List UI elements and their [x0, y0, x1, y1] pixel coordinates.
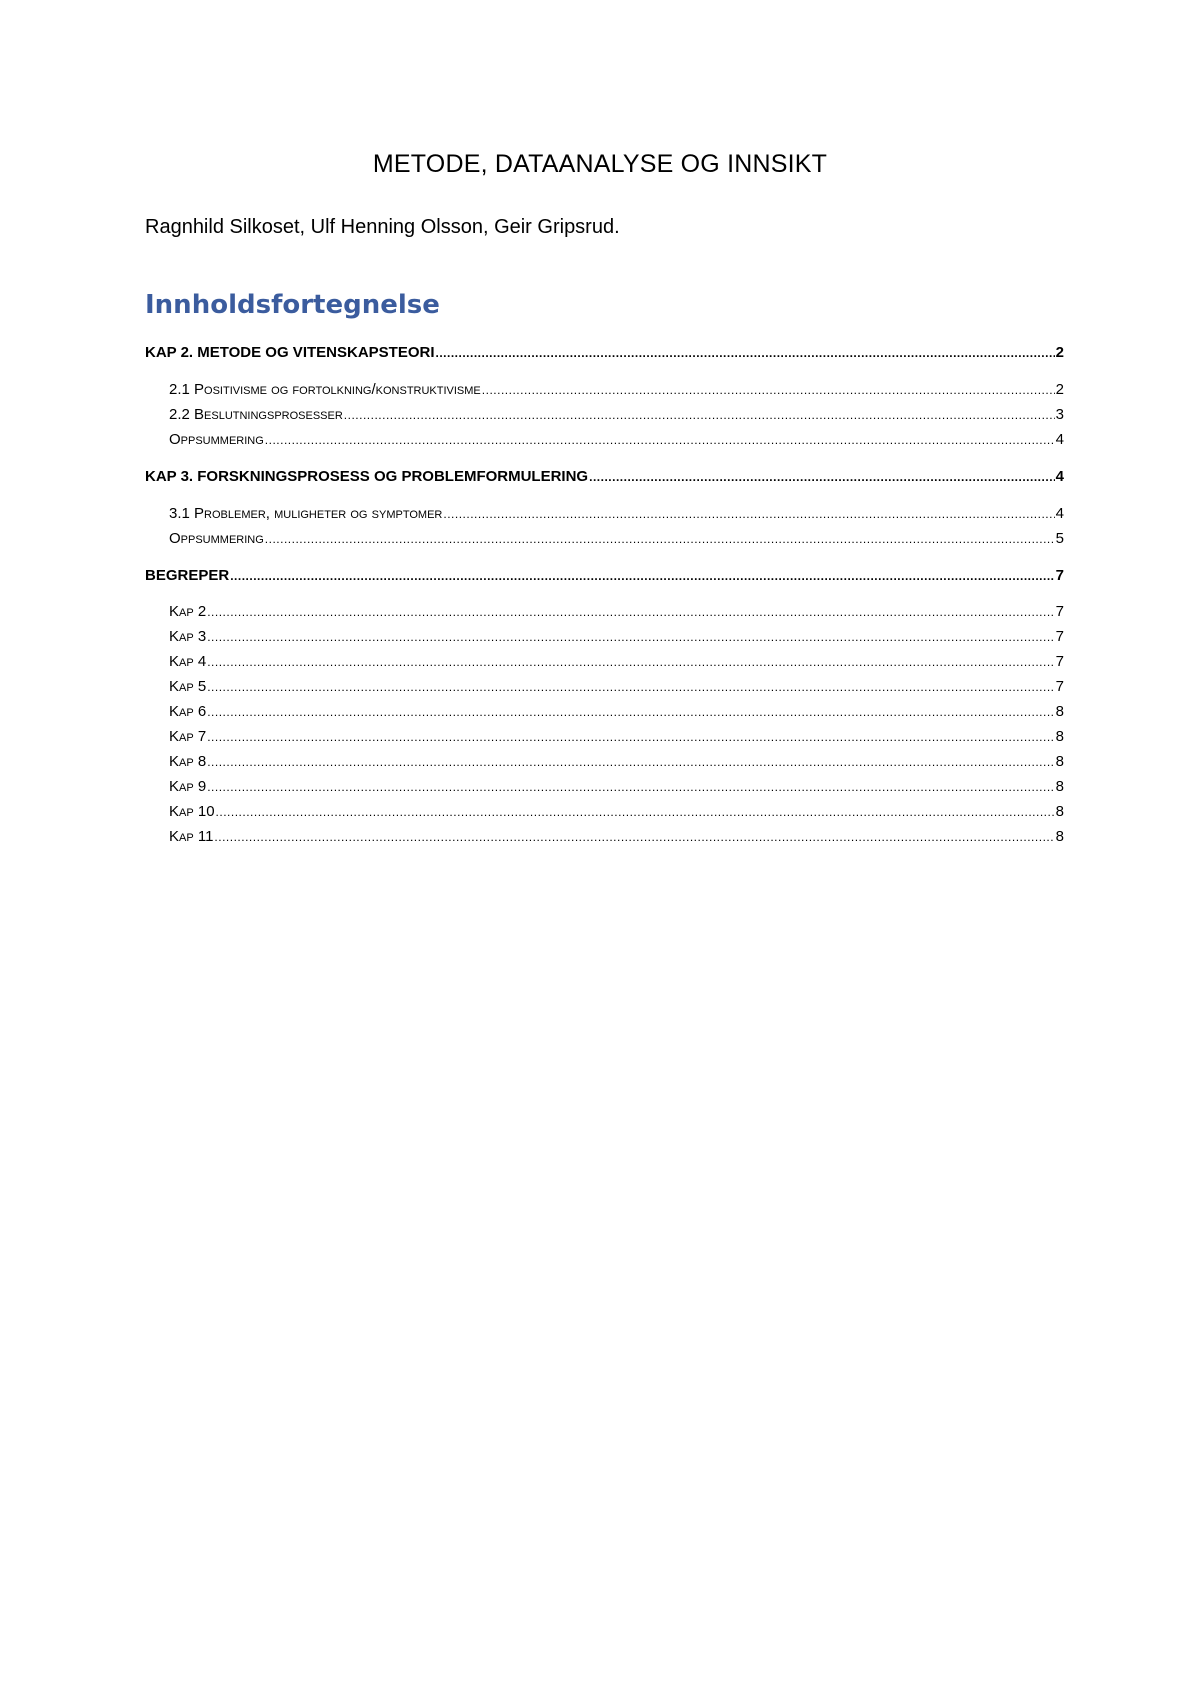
toc-page-number: 8	[1055, 753, 1064, 770]
toc-entry-2-1[interactable]	[169, 381, 1064, 403]
toc-page-number: 5	[1055, 530, 1064, 547]
toc-page-number: 8	[1055, 728, 1064, 745]
toc-entry-label: Oppsummering	[169, 530, 264, 547]
toc-entry-oppsummering-kap3[interactable]	[169, 530, 1064, 552]
toc-page-number: 2	[1055, 381, 1064, 398]
toc-entry-label: Kap 6	[169, 703, 207, 720]
toc-entry-begreper-kap7[interactable]	[169, 728, 1064, 750]
toc-entry-3-1[interactable]	[169, 505, 1064, 527]
toc-entry-label: KAP 3. FORSKNINGSPROSESS OG PROBLEMFORMULERING	[145, 468, 589, 485]
toc-entry-begreper-kap10[interactable]	[169, 803, 1064, 825]
toc-entry-label: BEGREPER	[145, 567, 230, 584]
author-line: Ragnhild Silkoset, Ulf Henning Olsson, Geir Gripsrud.	[145, 216, 620, 238]
toc-page-number: 7	[1055, 678, 1064, 695]
toc-entry-label: Kap 9	[169, 778, 207, 795]
toc-entry-begreper-kap11[interactable]	[169, 828, 1064, 850]
toc-entry-label: KAP 2. METODE OG VITENSKAPSTEORI	[145, 344, 435, 361]
toc-dot-leader	[207, 630, 1054, 644]
toc-entry-2-2[interactable]	[169, 406, 1064, 428]
toc-entry-begreper-kap9[interactable]	[169, 778, 1064, 800]
toc-entry-label: Kap 5	[169, 678, 207, 695]
toc-dot-leader	[207, 780, 1054, 794]
toc-dot-leader	[230, 569, 1054, 583]
toc-entry-begreper-kap4[interactable]	[169, 653, 1064, 675]
toc-entry-label: Kap 10	[169, 803, 215, 820]
toc-page-number: 8	[1055, 778, 1064, 795]
toc-page-number: 3	[1055, 406, 1064, 423]
toc-entry-label: 2.2 Beslutningsprosesser	[169, 406, 343, 423]
toc-dot-leader	[216, 805, 1055, 819]
toc-entry-begreper[interactable]	[145, 567, 1064, 589]
toc-entry-label: Kap 2	[169, 603, 207, 620]
toc-dot-leader	[207, 755, 1054, 769]
toc-entry-begreper-kap2[interactable]	[169, 603, 1064, 625]
toc-entry-label: Kap 4	[169, 653, 207, 670]
document-title: METODE, DATAANALYSE OG INNSIKT	[372, 150, 828, 178]
toc-entry-kap2[interactable]	[145, 344, 1064, 366]
toc-dot-leader	[436, 346, 1055, 360]
toc-entry-oppsummering-kap2[interactable]	[169, 431, 1064, 453]
toc-entry-label: Kap 7	[169, 728, 207, 745]
toc-page-number: 7	[1055, 653, 1064, 670]
toc-entry-label: 2.1 Positivisme og fortolkning/konstruktivisme	[169, 381, 481, 398]
toc-entry-label: 3.1 Problemer, muligheter og symptomer	[169, 505, 443, 522]
toc-page-number: 8	[1055, 828, 1064, 845]
toc-entry-begreper-kap5[interactable]	[169, 678, 1064, 700]
toc-dot-leader	[482, 383, 1055, 397]
toc-dot-leader	[265, 433, 1055, 447]
toc-entry-begreper-kap8[interactable]	[169, 753, 1064, 775]
toc-dot-leader	[207, 730, 1054, 744]
toc-page-number: 8	[1055, 803, 1064, 820]
toc-dot-leader	[265, 532, 1055, 546]
toc-page-number: 8	[1055, 703, 1064, 720]
toc-dot-leader	[344, 408, 1055, 422]
toc-dot-leader	[589, 470, 1055, 484]
toc-entry-label: Oppsummering	[169, 431, 264, 448]
toc-entry-label: Kap 8	[169, 753, 207, 770]
toc-dot-leader	[207, 655, 1054, 669]
toc-page-number: 2	[1055, 344, 1064, 361]
toc-entry-begreper-kap6[interactable]	[169, 703, 1064, 725]
toc-page-number: 4	[1055, 505, 1064, 522]
toc-dot-leader	[207, 705, 1054, 719]
toc-page-number: 7	[1055, 567, 1064, 584]
toc-entry-label: Kap 3	[169, 628, 207, 645]
toc-dot-leader	[443, 507, 1054, 521]
toc-dot-leader	[214, 830, 1054, 844]
toc-entry-begreper-kap3[interactable]	[169, 628, 1064, 650]
toc-dot-leader	[207, 605, 1054, 619]
toc-entry-kap3[interactable]	[145, 468, 1064, 490]
toc-page-number: 4	[1055, 468, 1064, 485]
toc-dot-leader	[207, 680, 1054, 694]
toc-page-number: 7	[1055, 603, 1064, 620]
toc-page-number: 4	[1055, 431, 1064, 448]
toc-entry-label: Kap 11	[169, 828, 214, 845]
toc-heading: Innholdsfortegnelse	[145, 290, 440, 320]
toc-page-number: 7	[1055, 628, 1064, 645]
